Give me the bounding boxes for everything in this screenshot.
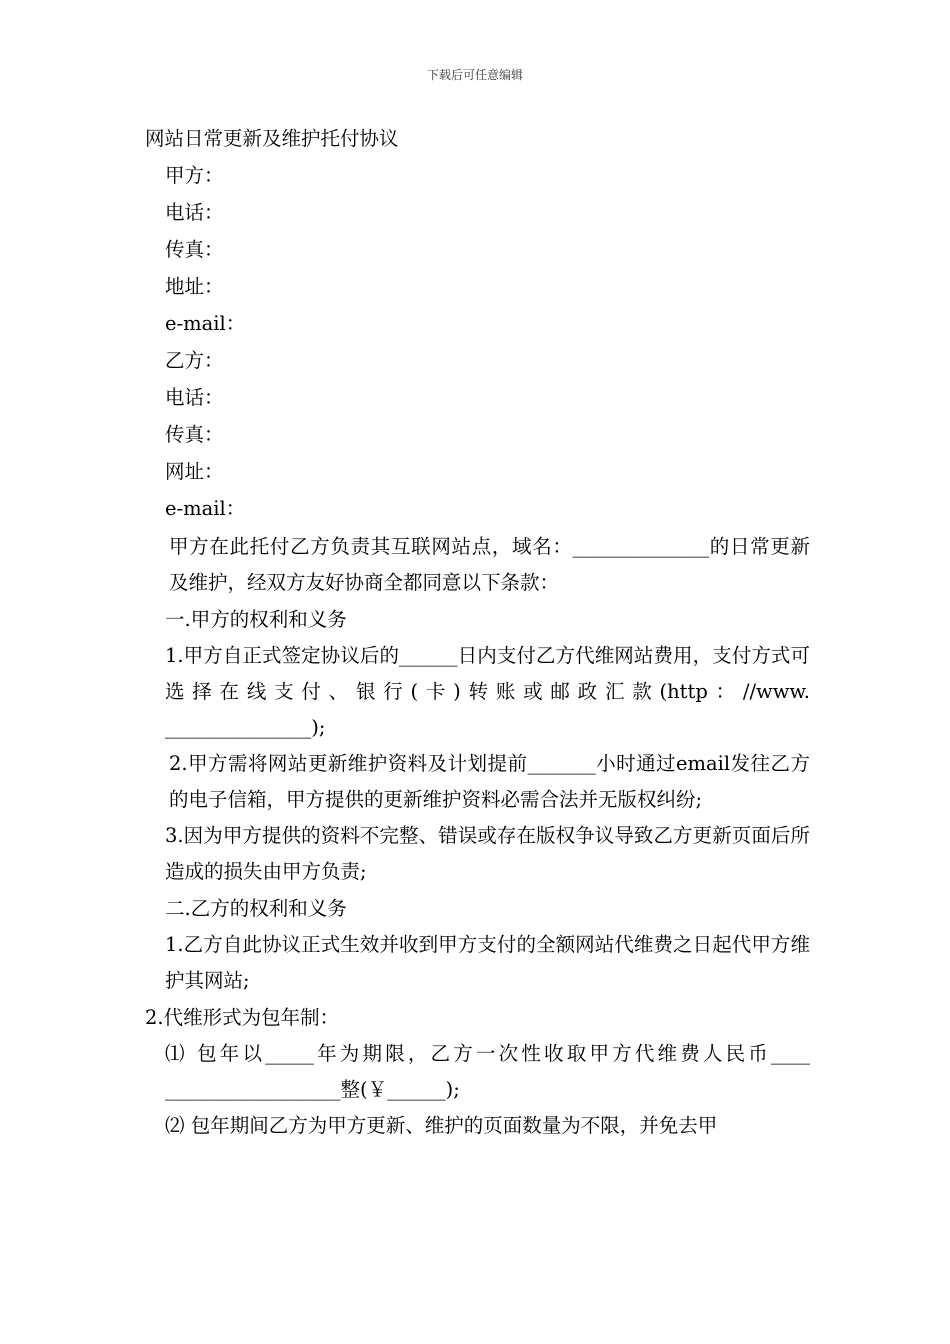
party-b-email: e-mail： (165, 497, 246, 520)
intro-paragraph: 甲方在此托付乙方负责其互联网站点，域名：______________的日常更新及维护，经双方友好协商全都同意以下条款： (169, 535, 810, 594)
section2-item-2-2: ⑵ 包年期间乙方为甲方更新、维护的页面数量为不限，并免去甲 (165, 1114, 718, 1137)
section1-item-1: 1.甲方自正式签定协议后的______日内支付乙方代维网站费用，支付方式可选择在线支付、银行(卡)转账或邮政汇款(http：//www. _______________); (165, 644, 810, 739)
section1-heading: 一.甲方的权利和义务 (165, 608, 347, 631)
party-b-label: 乙方： (165, 349, 224, 372)
page-header-note: 下载后可任意编辑 (426, 68, 523, 82)
section2-item-2-1: ⑴ 包年以_____年为期限，乙方一次性收取甲方代维费人民币____ __________________整(￥______); (165, 1042, 810, 1101)
document-title: 网站日常更新及维护托付协议 (145, 127, 399, 150)
party-a-address: 地址： (165, 275, 224, 298)
section1-item-2: 2.甲方需将网站更新维护资料及计划提前_______小时通过email发往乙方的电子信箱，甲方提供的更新维护资料必需合法并无版权纠纷; (169, 752, 810, 811)
party-a-phone: 电话： (165, 201, 224, 224)
party-a-fax: 传真： (165, 238, 224, 261)
section2-item-1: 1.乙方自此协议正式生效并收到甲方支付的全额网站代维费之日起代甲方维护其网站; (165, 933, 810, 992)
party-b-phone: 电话： (165, 386, 224, 409)
party-a-label: 甲方： (165, 164, 224, 187)
section1-item-3: 3.因为甲方提供的资料不完整、错误或存在版权争议导致乙方更新页面后所造成的损失由甲方负责; (165, 824, 810, 883)
party-b-website: 网址： (165, 460, 224, 483)
section2-heading: 二.乙方的权利和义务 (165, 897, 347, 920)
document-body (145, 120, 810, 1144)
party-b-fax: 传真： (165, 423, 224, 446)
section2-item-2: 2.代维形式为包年制： (145, 1006, 340, 1029)
party-a-email: e-mail： (165, 312, 246, 335)
